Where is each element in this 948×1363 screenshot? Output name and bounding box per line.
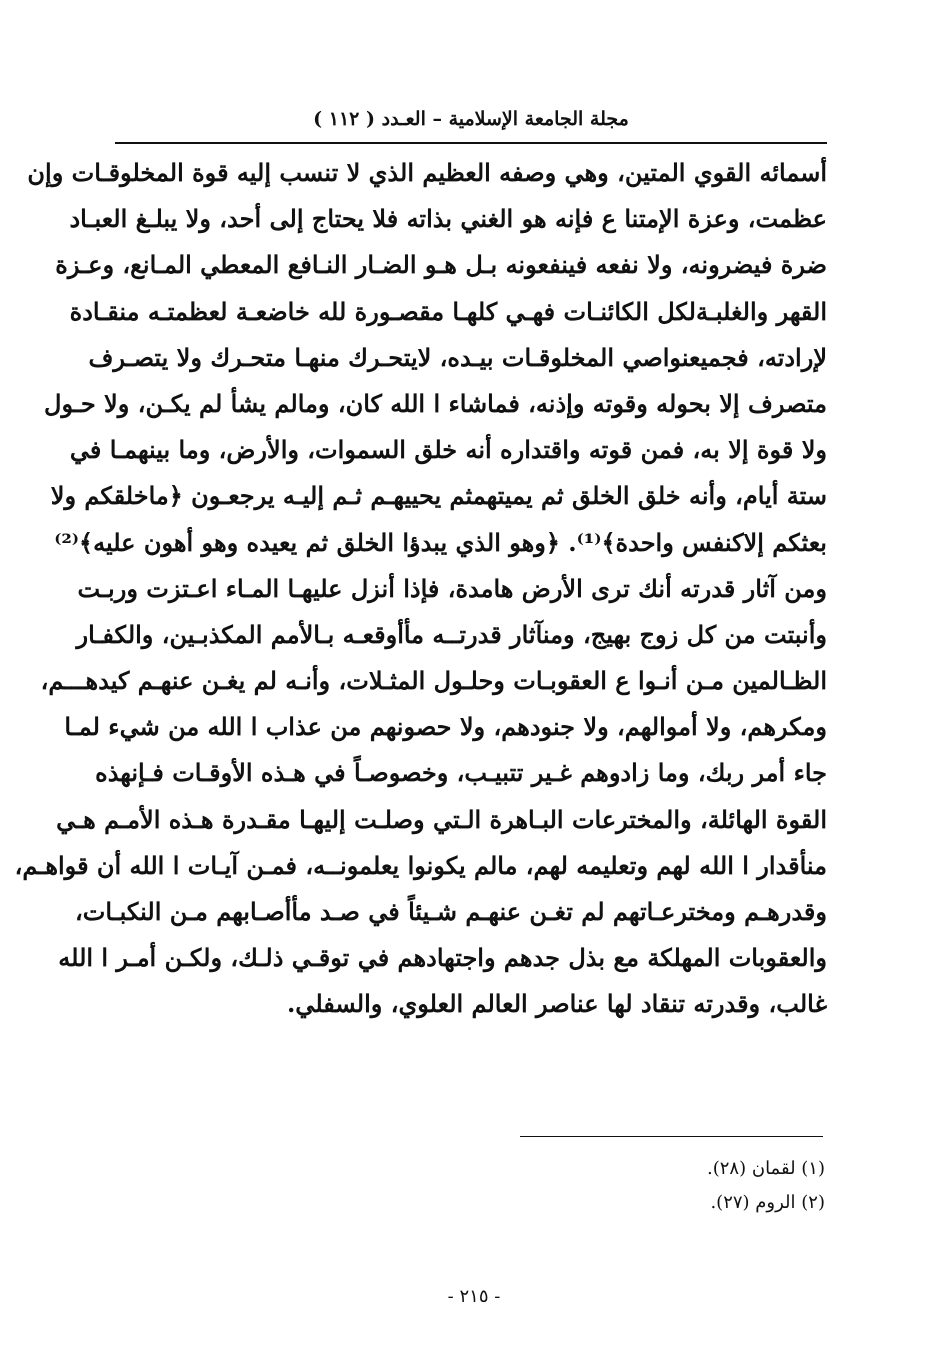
text-line: أسمائه القوي المتين، وهي وصفه العظيم الذي لا تنسب إليه قوة المخلوقـات وإن	[27, 158, 827, 187]
footnotes	[115, 1152, 825, 1220]
text-line: غالب، وقدرته تنقاد لها عناصر العالم العلوي، والسفلي.	[286, 989, 827, 1019]
text-line: ضرة فيضرونه، ولا نفعه فينفعونه بـل هـو الضـار النـافع المعطي المـانع، وعـزة	[55, 250, 827, 280]
footnote-divider	[520, 1136, 823, 1137]
text-line: ومكرهم، ولا أموالهم، ولا جنودهم، ولا حصونهم من عذاب ا الله من شيء لمـا	[64, 712, 827, 742]
text-line: الظـالمين مـن أنـوا ع العقوبـات وحلـول المثـلات، وأنـه لم يغـن عنهـم كيدهـــم،	[40, 666, 827, 696]
text-line: القهر والغلبـةلكل الكائنـات فهـي كلهـا مقصـورة لله خاضعـة لعظمتـه منقـادة	[69, 296, 827, 326]
text-line: عظمت، وعزة الإمتنا ع فإنه هو الغني بذاته فلا يحتاج إلى أحد، ولا يبلـغ العبـاد	[69, 204, 827, 234]
text-line: منأقدار ا الله لهم وتعليمه لهم، مالم يكونوا يعلمونــه، فمـن آيـات ا الله أن قواهـم،	[14, 850, 827, 880]
text-line: والعقوبات المهلكة مع بذل جدهم واجتهادهم في توقـي ذلـك، ولكـن أمـر ا الله	[58, 943, 827, 973]
text-line: ستة أيام، وأنه خلق الخلق ثم يميتهمثم يحييهـم ثـم إليـه يرجعـون ﴿ماخلقكم ولا	[50, 481, 827, 511]
text-line: جاء أمر ربك، وما زادوهم غـير تتبيـب، وخصوصـاً في هـذه الأوقـات فـإنهذه	[95, 758, 827, 788]
running-header: مجلة الجامعة الإسلامية – العـدد ( ١١٢ )	[313, 108, 629, 130]
page-number: - ٢١٥ -	[447, 1286, 501, 1307]
text-line: متصرف إلا بحوله وقوته وإذنه، فماشاء ا الله كان، ومالم يشأ لم يكـن، ولا حـول	[44, 388, 827, 418]
text-line: وقدرهـم ومخترعـاتهم لم تغـن عنهـم شـيئاً في صـد مأأصـابهم مـن النكبـات،	[75, 897, 827, 926]
footnote-item: (١) لقمان (٢٨).	[707, 1158, 825, 1179]
text-line: بعثكم إلاكنفس واحدة﴾⁽¹⁾. ﴿وهو الذي يبدؤا الخلق ثم يعيده وهو أهون عليه﴾⁽²⁾	[54, 527, 827, 557]
text-line: ومن آثار قدرته أنك ترى الأرض هامدة، فإذا أنزل عليهـا المـاء اعـتزت وربـت	[77, 573, 827, 603]
header-divider	[115, 142, 827, 144]
footnote-item: (٢) الروم (٢٧).	[710, 1192, 825, 1213]
text-line: وأنبتت من كل زوج بهيج، ومنآثار قدرتــه مأأوقعـه بـالأمم المكذبـين، والكفـار	[76, 619, 827, 649]
body-text	[14, 150, 827, 1028]
text-line: القوة الهائلة، والمخترعات البـاهرة الـتي وصلـت إليهـا مقـدرة هـذه الأمـم هـي	[56, 804, 827, 834]
text-line: ولا قوة إلا به، فمن قوته واقتداره أنه خلق السموات، والأرض، وما بينهمـا في	[69, 435, 827, 465]
text-line: لإرادته، فجميعنواصي المخلوقـات بيـده، لايتحـرك منهـا متحـرك ولا يتصـرف	[88, 342, 827, 372]
